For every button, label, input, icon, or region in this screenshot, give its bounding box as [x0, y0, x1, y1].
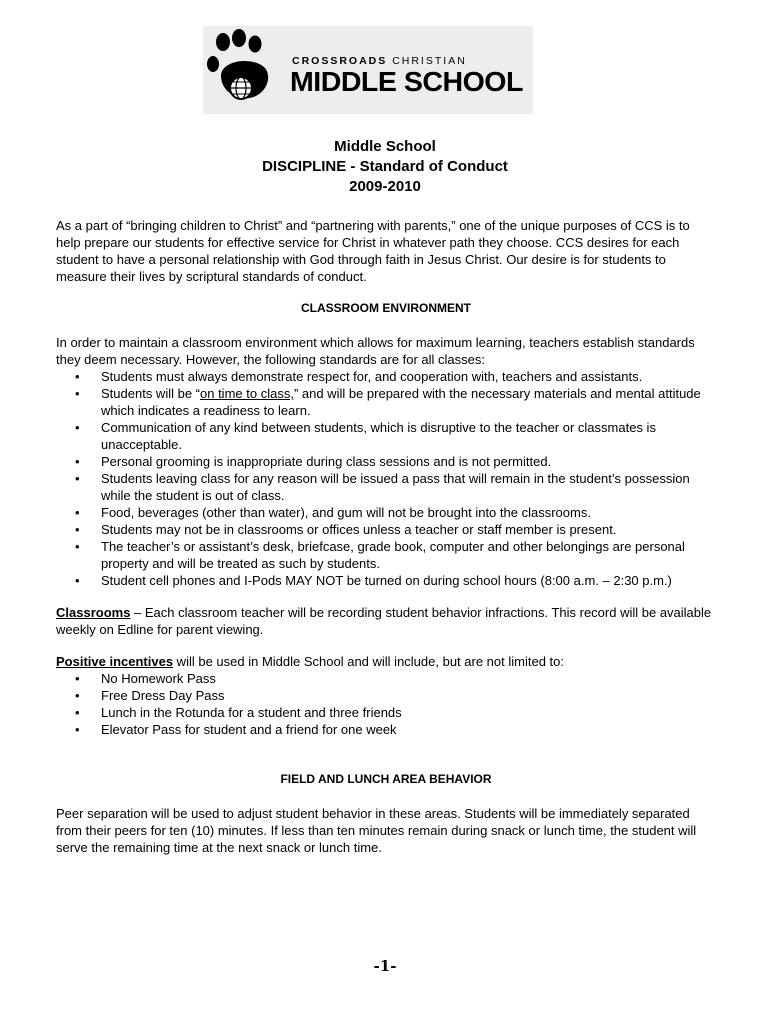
intro-paragraph: As a part of “bringing children to Christ” and “partnering with parents,” one of the unique purposes of CCS is to help prepare our students for effective service for Christ in whatever path they choose. CCS desires for each student to have a personal relationship with God through faith in Jesus Christ. Our desire is for students to measure their lives by scriptural standards of conduct.: [56, 218, 690, 284]
field-heading: FIELD AND LUNCH AREA BEHAVIOR: [280, 772, 492, 786]
classrooms-note: Classrooms – Each classroom teacher will be recording student behavior infractions. This record will be available weekly on Edline for parent viewing.: [56, 605, 712, 637]
paw-globe-icon: [203, 26, 291, 114]
list-item: • Food, beverages (other than water), and gum will not be brought into the classrooms.: [56, 504, 716, 521]
list-item: • Students may not be in classrooms or offices unless a teacher or staff member is present.: [56, 521, 716, 538]
list-item: • Personal grooming is inappropriate during class sessions and is not permitted.: [56, 453, 716, 470]
classroom-heading: CLASSROOM ENVIRONMENT: [300, 301, 471, 315]
list-item: • Student cell phones and I-Pods MAY NOT be turned on during school hours (8:00 a.m. – 2:30 p.m.): [56, 572, 716, 589]
list-item: • Communication of any kind between students, which is disruptive to the teacher or classmates is unacceptable.: [56, 419, 716, 453]
page-number: -1-: [373, 957, 397, 975]
school-logo: [203, 26, 533, 114]
incentives-lead: Positive incentives will be used in Middle School and will include, but are not limited to:: [56, 654, 564, 669]
title-line-2: DISCIPLINE - Standard of Conduct: [262, 158, 508, 175]
list-item: • Students leaving class for any reason will be issued a pass that will remain in the student’s possession while the student is out of class.: [56, 470, 716, 504]
list-item: • Free Dress Day Pass: [56, 687, 716, 704]
list-item: • Lunch in the Rotunda for a student and three friends: [56, 704, 716, 721]
list-item: • The teacher’s or assistant’s desk, briefcase, grade book, computer and other belongings are personal property and will be treated as such by students.: [56, 538, 716, 572]
document-body: [56, 217, 716, 856]
logo-line-2: MIDDLE SCHOOL: [290, 66, 523, 97]
title-line-1: Middle School: [334, 138, 436, 155]
document-title: [0, 137, 770, 197]
list-item: • Students will be “on time to class,” and will be prepared with the necessary materials and mental attitude which indicates a readiness to learn.: [56, 385, 716, 419]
classroom-standards-list: [56, 368, 716, 589]
classroom-lead: In order to maintain a classroom environment which allows for maximum learning, teachers establish standards they deem necessary. However, the following standards are for all classes:: [56, 335, 695, 367]
incentives-list: [56, 670, 716, 738]
list-item: • No Homework Pass: [56, 670, 716, 687]
list-item: • Students must always demonstrate respect for, and cooperation with, teachers and assistants.: [56, 368, 716, 385]
field-paragraph: Peer separation will be used to adjust student behavior in these areas. Students will be immediately separated from their peers for ten (10) minutes. If less than ten minutes remain during snack or lunch time, the student will serve the remaining time at the next snack or lunch time.: [56, 806, 697, 855]
logo-line-1: CROSSROADS CHRISTIAN: [292, 55, 467, 67]
list-item: • Elevator Pass for student and a friend for one week: [56, 721, 716, 738]
title-line-3: 2009-2010: [349, 178, 421, 195]
